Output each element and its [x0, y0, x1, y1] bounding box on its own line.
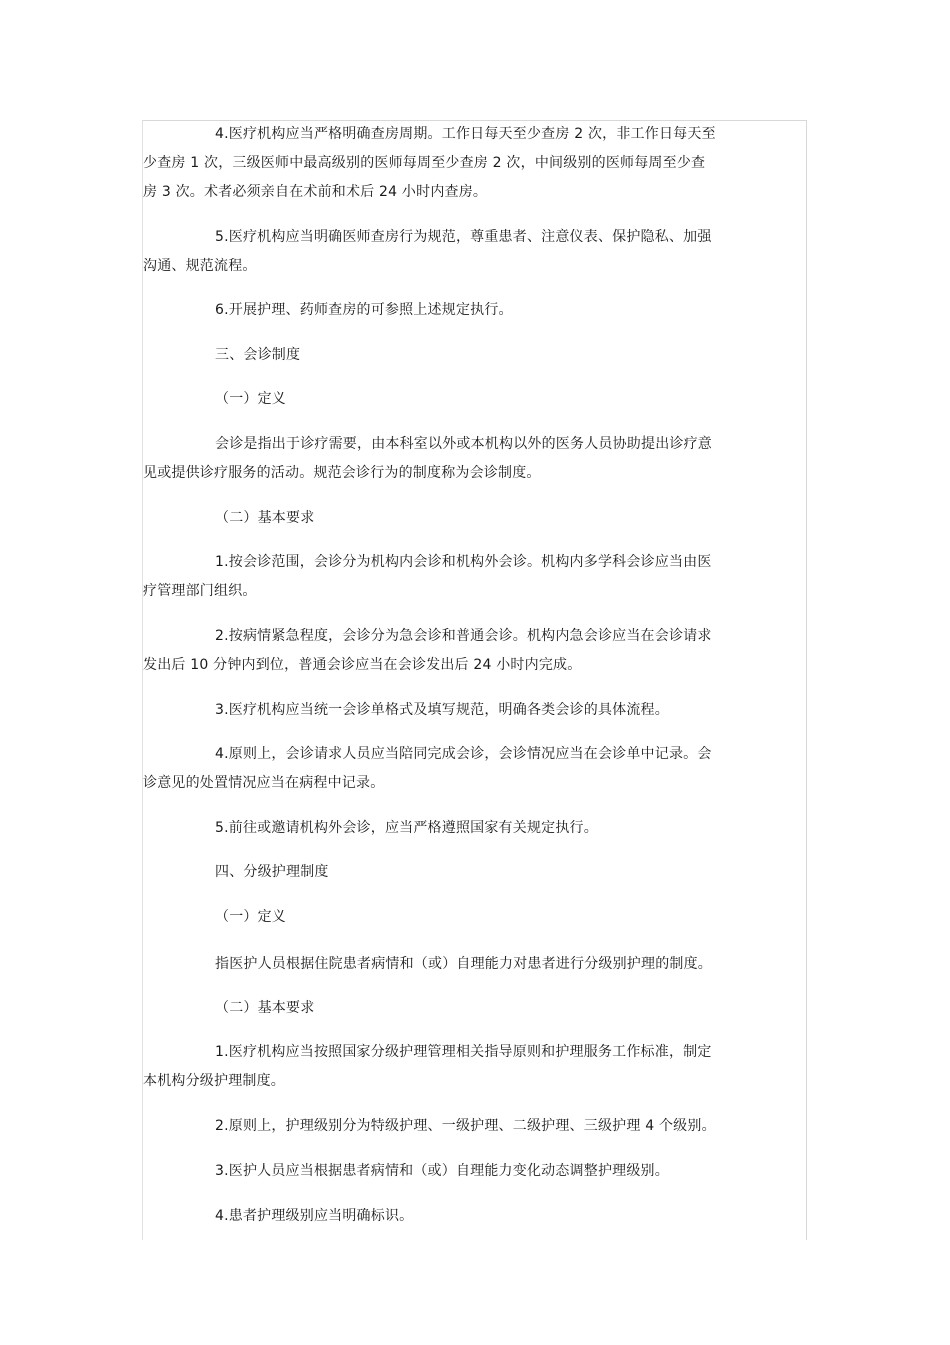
paragraph-line: 1.医疗机构应当按照国家分级护理管理相关指导原则和护理服务工作标准，制定 — [215, 1044, 712, 1060]
page-frame-top — [142, 120, 807, 121]
paragraph-line: 6.开展护理、药师查房的可参照上述规定执行。 — [215, 302, 513, 318]
paragraph-line: 3.医护人员应当根据患者病情和（或）自理能力变化动态调整护理级别。 — [215, 1163, 669, 1179]
paragraph-line: 5.前往或邀请机构外会诊，应当严格遵照国家有关规定执行。 — [215, 820, 598, 836]
page-frame-right — [806, 120, 807, 1240]
paragraph-line: 房 3 次。术者必须亲自在术前和术后 24 小时内查房。 — [143, 184, 488, 200]
paragraph-line: 2.原则上，护理级别分为特级护理、一级护理、二级护理、三级护理 4 个级别。 — [215, 1118, 716, 1134]
subsection-heading: （一）定义 — [215, 909, 286, 925]
paragraph-line: 1.按会诊范围，会诊分为机构内会诊和机构外会诊。机构内多学科会诊应当由医 — [215, 554, 712, 570]
paragraph-line: 本机构分级护理制度。 — [143, 1073, 285, 1089]
section-heading: 四、分级护理制度 — [215, 864, 329, 880]
paragraph-line: 沟通、规范流程。 — [143, 258, 257, 274]
paragraph-line: 4.医疗机构应当严格明确查房周期。工作日每天至少查房 2 次，非工作日每天至 — [215, 126, 716, 142]
paragraph-line: 5.医疗机构应当明确医师查房行为规范，尊重患者、注意仪表、保护隐私、加强 — [215, 229, 712, 245]
section-heading: 三、会诊制度 — [215, 347, 301, 363]
paragraph-line: 2.按病情紧急程度，会诊分为急会诊和普通会诊。机构内急会诊应当在会诊请求 — [215, 628, 712, 644]
paragraph-line: 见或提供诊疗服务的活动。规范会诊行为的制度称为会诊制度。 — [143, 465, 541, 481]
paragraph-line: 疗管理部门组织。 — [143, 583, 257, 599]
paragraph-line: 发出后 10 分钟内到位，普通会诊应当在会诊发出后 24 小时内完成。 — [143, 657, 582, 673]
paragraph-line: 4.患者护理级别应当明确标识。 — [215, 1208, 414, 1224]
paragraph-line: 3.医疗机构应当统一会诊单格式及填写规范，明确各类会诊的具体流程。 — [215, 702, 669, 718]
subsection-heading: （二）基本要求 — [215, 510, 315, 526]
paragraph-line: 指医护人员根据住院患者病情和（或）自理能力对患者进行分级别护理的制度。 — [215, 956, 712, 972]
subsection-heading: （一）定义 — [215, 391, 286, 407]
paragraph-line: 诊意见的处置情况应当在病程中记录。 — [143, 775, 385, 791]
paragraph-line: 会诊是指出于诊疗需要，由本科室以外或本机构以外的医务人员协助提出诊疗意 — [215, 436, 712, 452]
paragraph-line: 4.原则上，会诊请求人员应当陪同完成会诊，会诊情况应当在会诊单中记录。会 — [215, 746, 712, 762]
paragraph-line: 少查房 1 次，三级医师中最高级别的医师每周至少查房 2 次，中间级别的医师每周至少查 — [143, 155, 706, 171]
subsection-heading: （二）基本要求 — [215, 1000, 315, 1016]
